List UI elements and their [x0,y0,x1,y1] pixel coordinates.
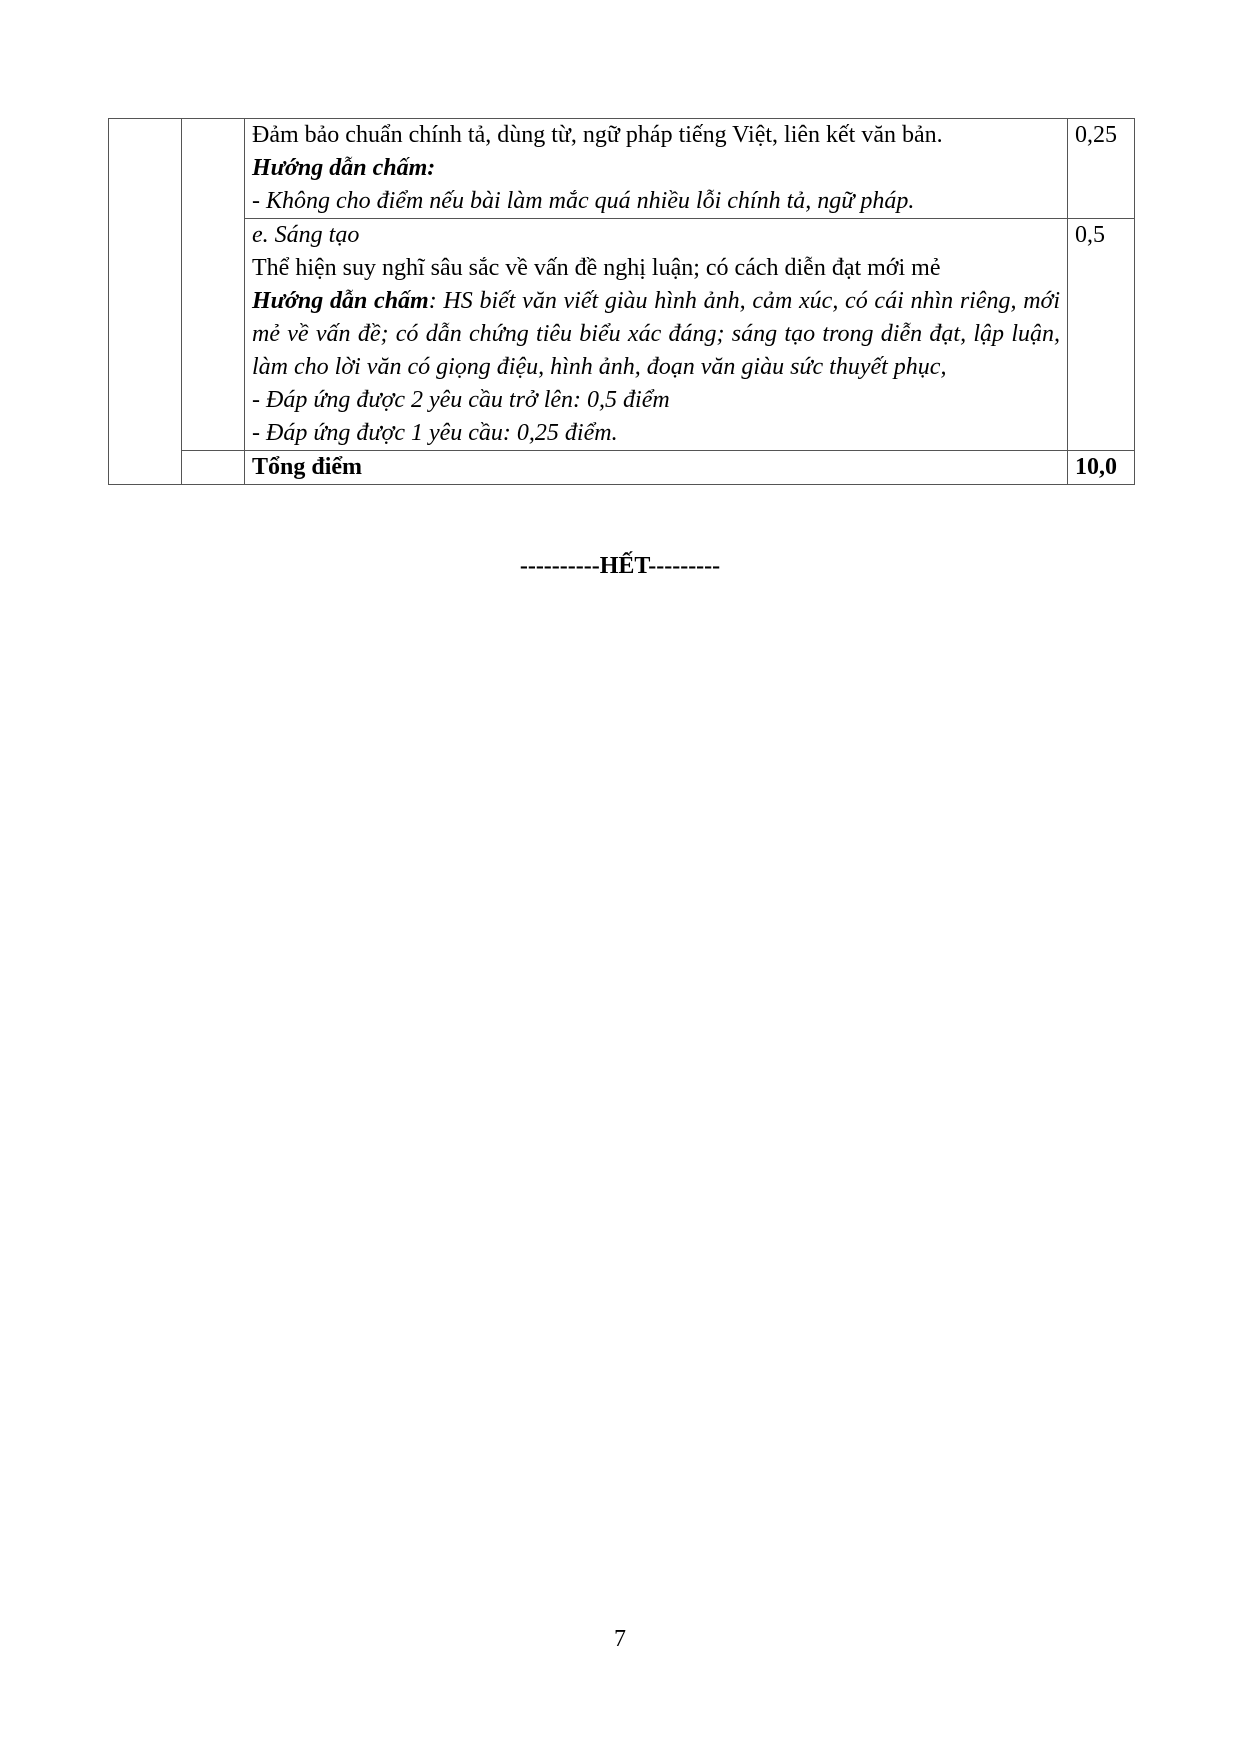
part-cell [182,119,245,451]
table-row-language [109,119,1135,219]
score-value: 0,5 [1075,222,1105,248]
end-mark: ----------HẾT--------- [519,553,721,579]
guide-paragraph [252,285,1060,384]
table-row-creative [109,219,1135,451]
grading-rubric-table [108,118,1135,485]
part-cell [182,451,245,485]
total-label-cell [245,451,1068,485]
score-value: 0,25 [1075,122,1117,148]
criterion-heading: e. Sáng tạo [252,222,360,248]
criterion-text: Thể hiện suy nghĩ sâu sắc về vấn đề nghị luận; có cách diễn đạt mới mẻ [252,255,941,281]
guide-label: Hướng dẫn chấm: [252,155,436,181]
total-score: 10,0 [1075,454,1117,480]
guide-text: : HS biết văn viết giàu hình ảnh, cảm xúc, có cái nhìn riêng, mới mẻ về vấn đề; có dẫn chứng tiêu biểu xác đáng; sáng tạo trong diễn đạt, lập luận, làm cho lời văn có giọng điệu, hình ảnh, đoạn văn giàu sức thuyết phục, [252,288,1060,380]
guide-text: - Không cho điểm nếu bài làm mắc quá nhiều lỗi chính tả, ngữ pháp. [252,188,915,214]
score-cell [1068,219,1135,451]
score-cell [1068,119,1135,219]
total-label: Tổng điểm [252,454,363,480]
page-number: 7 [614,1626,626,1652]
level-2-text: - Đáp ứng được 2 yêu cầu trở lên: 0,5 điểm [252,387,670,413]
table-row-total [109,451,1135,485]
criterion-cell [245,219,1068,451]
level-1-text: - Đáp ứng được 1 yêu cầu: 0,25 điểm. [252,420,618,446]
criterion-text: Đảm bảo chuẩn chính tả, dùng từ, ngữ pháp tiếng Việt, liên kết văn bản. [252,122,943,148]
total-score-cell [1068,451,1135,485]
criterion-cell [245,119,1068,219]
question-cell [109,119,182,485]
guide-label: Hướng dẫn chấm [252,288,429,314]
